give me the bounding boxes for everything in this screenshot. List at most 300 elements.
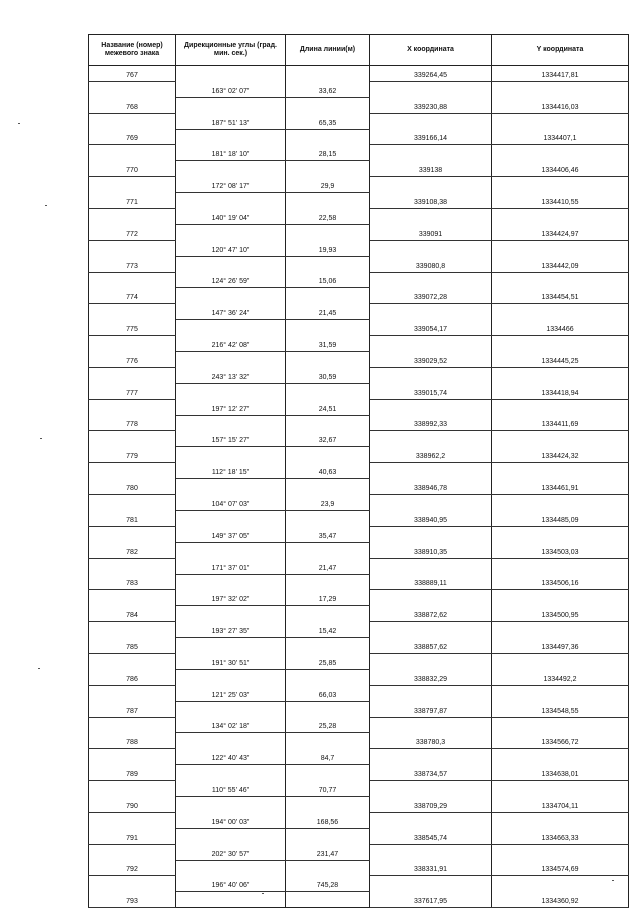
- table-header-row: [89, 35, 629, 66]
- empty-cell: [176, 796, 286, 812]
- header-angles: Дирекционные углы (град. мин. сек.): [176, 35, 286, 66]
- empty-cell: [492, 526, 629, 542]
- point-row: [89, 701, 629, 717]
- point-row: [89, 733, 629, 749]
- empty-cell: [492, 558, 629, 574]
- point-y: 1334663,33: [492, 828, 629, 844]
- point-row: [89, 765, 629, 781]
- empty-cell: [176, 224, 286, 240]
- segment-angle: 157° 15' 27": [176, 431, 286, 447]
- point-y: 1334492,2: [492, 669, 629, 685]
- point-row: [89, 510, 629, 526]
- point-row: [89, 542, 629, 558]
- empty-cell: [286, 669, 370, 685]
- empty-cell: [286, 161, 370, 177]
- empty-cell: [176, 733, 286, 749]
- empty-cell: [176, 288, 286, 304]
- empty-cell: [89, 463, 176, 479]
- point-x: 338940,95: [370, 510, 492, 526]
- segment-length: 31,59: [286, 336, 370, 352]
- empty-cell: [176, 352, 286, 368]
- segment-row: [89, 685, 629, 701]
- empty-cell: [286, 510, 370, 526]
- segment-length: 29,9: [286, 177, 370, 193]
- point-name: 781: [89, 510, 176, 526]
- segment-row: [89, 558, 629, 574]
- coordinates-sheet: [88, 34, 628, 908]
- segment-row: [89, 590, 629, 606]
- point-name: 774: [89, 288, 176, 304]
- scan-speck: [18, 123, 20, 124]
- scan-speck: [45, 205, 47, 206]
- segment-row: [89, 717, 629, 733]
- point-row: [89, 288, 629, 304]
- empty-cell: [370, 113, 492, 129]
- point-y: 1334411,69: [492, 415, 629, 431]
- point-x: 338946,78: [370, 479, 492, 495]
- point-x: 339015,74: [370, 383, 492, 399]
- point-name: 793: [89, 892, 176, 908]
- point-x: 338709,29: [370, 796, 492, 812]
- point-x: 338331,91: [370, 860, 492, 876]
- scan-speck: [38, 668, 40, 669]
- empty-cell: [176, 415, 286, 431]
- segment-length: 30,59: [286, 367, 370, 383]
- segment-row: [89, 145, 629, 161]
- segment-angle: 122° 40' 43": [176, 749, 286, 765]
- point-x: 337617,95: [370, 892, 492, 908]
- empty-cell: [286, 542, 370, 558]
- point-y: 1334574,69: [492, 860, 629, 876]
- empty-cell: [370, 272, 492, 288]
- segment-row: [89, 463, 629, 479]
- empty-cell: [370, 463, 492, 479]
- empty-cell: [89, 240, 176, 256]
- empty-cell: [286, 765, 370, 781]
- segment-angle: 147° 36' 24": [176, 304, 286, 320]
- point-x: 339029,52: [370, 352, 492, 368]
- point-name: 787: [89, 701, 176, 717]
- point-y: 1334461,91: [492, 479, 629, 495]
- empty-cell: [89, 399, 176, 415]
- empty-cell: [286, 479, 370, 495]
- segment-length: 65,35: [286, 113, 370, 129]
- empty-cell: [492, 367, 629, 383]
- point-y: 1334566,72: [492, 733, 629, 749]
- segment-angle: 120° 47' 10": [176, 240, 286, 256]
- segment-angle: 163° 02' 07": [176, 81, 286, 97]
- empty-cell: [370, 367, 492, 383]
- point-x: 338962,2: [370, 447, 492, 463]
- segment-angle: 124° 26' 59": [176, 272, 286, 288]
- empty-cell: [286, 129, 370, 145]
- segment-row: [89, 844, 629, 860]
- point-name: 782: [89, 542, 176, 558]
- segment-length: 15,42: [286, 622, 370, 638]
- point-y: 1334500,95: [492, 606, 629, 622]
- segment-length: 22,58: [286, 209, 370, 225]
- empty-cell: [286, 66, 370, 82]
- point-x: 339230,88: [370, 97, 492, 113]
- empty-cell: [176, 606, 286, 622]
- segment-angle: 104° 07' 03": [176, 495, 286, 511]
- empty-cell: [370, 209, 492, 225]
- point-x: 338832,29: [370, 669, 492, 685]
- segment-angle: 197° 32' 02": [176, 590, 286, 606]
- empty-cell: [370, 717, 492, 733]
- empty-cell: [286, 447, 370, 463]
- scan-speck: [612, 880, 614, 881]
- segment-angle: 197° 12' 27": [176, 399, 286, 415]
- segment-row: [89, 113, 629, 129]
- empty-cell: [176, 479, 286, 495]
- empty-cell: [492, 145, 629, 161]
- point-x: 338992,33: [370, 415, 492, 431]
- segment-length: 168,56: [286, 812, 370, 828]
- point-y: 1334416,03: [492, 97, 629, 113]
- empty-cell: [89, 876, 176, 892]
- empty-cell: [286, 860, 370, 876]
- segment-row: [89, 81, 629, 97]
- segment-angle: 191° 30' 51": [176, 653, 286, 669]
- point-name: 780: [89, 479, 176, 495]
- segment-row: [89, 336, 629, 352]
- empty-cell: [370, 336, 492, 352]
- empty-cell: [176, 828, 286, 844]
- empty-cell: [370, 81, 492, 97]
- empty-cell: [286, 320, 370, 336]
- point-y: 1334506,16: [492, 574, 629, 590]
- empty-cell: [176, 161, 286, 177]
- point-x: 338734,57: [370, 765, 492, 781]
- point-row: [89, 66, 629, 82]
- segment-length: 15,06: [286, 272, 370, 288]
- point-name: 784: [89, 606, 176, 622]
- point-row: [89, 193, 629, 209]
- point-name: 771: [89, 193, 176, 209]
- empty-cell: [286, 796, 370, 812]
- point-y: 1334417,81: [492, 66, 629, 82]
- point-row: [89, 828, 629, 844]
- empty-cell: [286, 892, 370, 908]
- point-row: [89, 352, 629, 368]
- header-length: Длина линии(м): [286, 35, 370, 66]
- empty-cell: [370, 177, 492, 193]
- point-row: [89, 574, 629, 590]
- segment-row: [89, 399, 629, 415]
- empty-cell: [176, 510, 286, 526]
- point-y: 1334454,51: [492, 288, 629, 304]
- empty-cell: [492, 177, 629, 193]
- empty-cell: [492, 844, 629, 860]
- point-name: 773: [89, 256, 176, 272]
- empty-cell: [492, 749, 629, 765]
- empty-cell: [176, 669, 286, 685]
- segment-row: [89, 622, 629, 638]
- empty-cell: [89, 526, 176, 542]
- empty-cell: [176, 66, 286, 82]
- segment-angle: 149° 37' 05": [176, 526, 286, 542]
- segment-angle: 171° 37' 01": [176, 558, 286, 574]
- point-name: 779: [89, 447, 176, 463]
- segment-angle: 112° 18' 15": [176, 463, 286, 479]
- point-name: 768: [89, 97, 176, 113]
- segment-angle: 110° 55' 46": [176, 781, 286, 797]
- empty-cell: [370, 304, 492, 320]
- point-row: [89, 479, 629, 495]
- point-x: 338545,74: [370, 828, 492, 844]
- empty-cell: [89, 272, 176, 288]
- empty-cell: [286, 383, 370, 399]
- segment-angle: 243° 13' 32": [176, 367, 286, 383]
- point-name: 776: [89, 352, 176, 368]
- empty-cell: [370, 240, 492, 256]
- point-name: 772: [89, 224, 176, 240]
- empty-cell: [89, 812, 176, 828]
- point-x: 339264,45: [370, 66, 492, 82]
- segment-length: 17,29: [286, 590, 370, 606]
- scan-speck: [262, 893, 264, 894]
- empty-cell: [89, 558, 176, 574]
- point-name: 770: [89, 161, 176, 177]
- empty-cell: [89, 431, 176, 447]
- empty-cell: [492, 812, 629, 828]
- point-x: 339166,14: [370, 129, 492, 145]
- point-y: 1334503,03: [492, 542, 629, 558]
- empty-cell: [492, 685, 629, 701]
- point-y: 1334424,97: [492, 224, 629, 240]
- header-name: Название (номер) межевого знака: [89, 35, 176, 66]
- empty-cell: [492, 622, 629, 638]
- empty-cell: [492, 495, 629, 511]
- point-row: [89, 892, 629, 908]
- empty-cell: [286, 288, 370, 304]
- segment-angle: 196° 40' 06": [176, 876, 286, 892]
- point-x: 338780,3: [370, 733, 492, 749]
- point-y: 1334497,36: [492, 638, 629, 654]
- point-row: [89, 129, 629, 145]
- empty-cell: [176, 256, 286, 272]
- empty-cell: [286, 733, 370, 749]
- empty-cell: [286, 415, 370, 431]
- segment-angle: 216° 42' 08": [176, 336, 286, 352]
- boundary-coordinates-table: [88, 34, 629, 908]
- segment-angle: 193° 27' 35": [176, 622, 286, 638]
- header-x: X координата: [370, 35, 492, 66]
- empty-cell: [492, 336, 629, 352]
- point-y: 1334445,25: [492, 352, 629, 368]
- empty-cell: [370, 526, 492, 542]
- empty-cell: [492, 781, 629, 797]
- empty-cell: [286, 638, 370, 654]
- empty-cell: [89, 177, 176, 193]
- empty-cell: [370, 653, 492, 669]
- segment-angle: 187° 51' 13": [176, 113, 286, 129]
- empty-cell: [492, 240, 629, 256]
- point-y: 1334485,09: [492, 510, 629, 526]
- point-name: 777: [89, 383, 176, 399]
- segment-length: 66,03: [286, 685, 370, 701]
- empty-cell: [89, 717, 176, 733]
- segment-row: [89, 209, 629, 225]
- empty-cell: [89, 145, 176, 161]
- empty-cell: [370, 812, 492, 828]
- point-x: 338872,62: [370, 606, 492, 622]
- empty-cell: [176, 860, 286, 876]
- empty-cell: [89, 685, 176, 701]
- segment-row: [89, 431, 629, 447]
- empty-cell: [370, 781, 492, 797]
- point-row: [89, 669, 629, 685]
- point-y: 1334704,11: [492, 796, 629, 812]
- empty-cell: [286, 701, 370, 717]
- empty-cell: [370, 844, 492, 860]
- segment-length: 70,77: [286, 781, 370, 797]
- empty-cell: [492, 876, 629, 892]
- empty-cell: [176, 574, 286, 590]
- segment-length: 25,28: [286, 717, 370, 733]
- segment-row: [89, 367, 629, 383]
- empty-cell: [89, 622, 176, 638]
- empty-cell: [89, 844, 176, 860]
- empty-cell: [370, 685, 492, 701]
- point-x: 339080,8: [370, 256, 492, 272]
- empty-cell: [492, 399, 629, 415]
- segment-length: 25,85: [286, 653, 370, 669]
- segment-angle: 140° 19' 04": [176, 209, 286, 225]
- empty-cell: [492, 272, 629, 288]
- point-name: 775: [89, 320, 176, 336]
- empty-cell: [176, 892, 286, 908]
- point-name: 789: [89, 765, 176, 781]
- point-row: [89, 638, 629, 654]
- point-name: 769: [89, 129, 176, 145]
- empty-cell: [492, 431, 629, 447]
- segment-length: 23,9: [286, 495, 370, 511]
- point-x: 339072,28: [370, 288, 492, 304]
- empty-cell: [176, 765, 286, 781]
- point-x: 338797,87: [370, 701, 492, 717]
- point-x: 338857,62: [370, 638, 492, 654]
- empty-cell: [176, 129, 286, 145]
- empty-cell: [176, 193, 286, 209]
- empty-cell: [492, 653, 629, 669]
- point-y: 1334410,55: [492, 193, 629, 209]
- header-y: Y координата: [492, 35, 629, 66]
- segment-angle: 121° 25' 03": [176, 685, 286, 701]
- segment-angle: 134° 02' 18": [176, 717, 286, 733]
- empty-cell: [176, 701, 286, 717]
- empty-cell: [89, 81, 176, 97]
- point-y: 1334442,09: [492, 256, 629, 272]
- empty-cell: [492, 81, 629, 97]
- point-row: [89, 796, 629, 812]
- empty-cell: [370, 495, 492, 511]
- empty-cell: [370, 622, 492, 638]
- segment-length: 21,45: [286, 304, 370, 320]
- segment-length: 35,47: [286, 526, 370, 542]
- empty-cell: [370, 145, 492, 161]
- segment-length: 24,51: [286, 399, 370, 415]
- empty-cell: [286, 97, 370, 113]
- empty-cell: [492, 209, 629, 225]
- point-row: [89, 320, 629, 336]
- segment-length: 84,7: [286, 749, 370, 765]
- empty-cell: [370, 749, 492, 765]
- segment-row: [89, 177, 629, 193]
- segment-row: [89, 812, 629, 828]
- empty-cell: [286, 352, 370, 368]
- point-row: [89, 256, 629, 272]
- segment-length: 28,15: [286, 145, 370, 161]
- point-name: 792: [89, 860, 176, 876]
- point-row: [89, 161, 629, 177]
- point-name: 791: [89, 828, 176, 844]
- segment-length: 745,28: [286, 876, 370, 892]
- point-name: 778: [89, 415, 176, 431]
- segment-row: [89, 749, 629, 765]
- point-row: [89, 860, 629, 876]
- point-row: [89, 224, 629, 240]
- empty-cell: [176, 97, 286, 113]
- scan-speck: [40, 438, 42, 439]
- point-name: 785: [89, 638, 176, 654]
- point-row: [89, 447, 629, 463]
- empty-cell: [89, 590, 176, 606]
- point-name: 788: [89, 733, 176, 749]
- empty-cell: [176, 638, 286, 654]
- empty-cell: [492, 717, 629, 733]
- empty-cell: [370, 590, 492, 606]
- point-y: 1334406,46: [492, 161, 629, 177]
- empty-cell: [370, 399, 492, 415]
- empty-cell: [370, 558, 492, 574]
- empty-cell: [286, 224, 370, 240]
- point-y: 1334638,01: [492, 765, 629, 781]
- point-x: 338889,11: [370, 574, 492, 590]
- segment-length: 40,63: [286, 463, 370, 479]
- empty-cell: [176, 320, 286, 336]
- segment-row: [89, 272, 629, 288]
- point-x: 339138: [370, 161, 492, 177]
- empty-cell: [492, 590, 629, 606]
- empty-cell: [89, 367, 176, 383]
- point-x: 339054,17: [370, 320, 492, 336]
- point-y: 1334466: [492, 320, 629, 336]
- point-x: 338910,35: [370, 542, 492, 558]
- point-x: 339108,38: [370, 193, 492, 209]
- empty-cell: [176, 542, 286, 558]
- empty-cell: [492, 463, 629, 479]
- segment-length: 33,62: [286, 81, 370, 97]
- point-x: 339091: [370, 224, 492, 240]
- empty-cell: [492, 304, 629, 320]
- segment-row: [89, 653, 629, 669]
- empty-cell: [176, 447, 286, 463]
- empty-cell: [89, 304, 176, 320]
- empty-cell: [286, 256, 370, 272]
- empty-cell: [89, 781, 176, 797]
- segment-angle: 172° 08' 17": [176, 177, 286, 193]
- segment-row: [89, 781, 629, 797]
- segment-angle: 194° 00' 03": [176, 812, 286, 828]
- point-row: [89, 415, 629, 431]
- point-y: 1334548,55: [492, 701, 629, 717]
- point-name: 790: [89, 796, 176, 812]
- segment-angle: 202° 30' 57": [176, 844, 286, 860]
- point-y: 1334360,92: [492, 892, 629, 908]
- empty-cell: [286, 828, 370, 844]
